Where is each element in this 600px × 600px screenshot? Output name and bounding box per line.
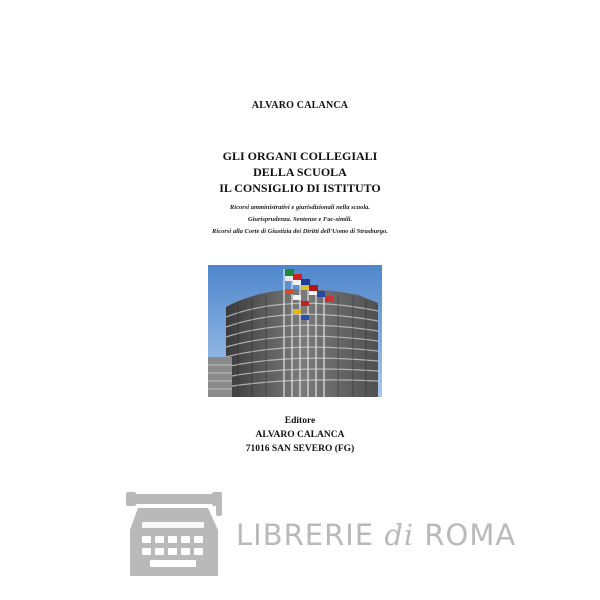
title-line-1: GLI ORGANI COLLEGIALI <box>222 149 378 163</box>
cover-photo <box>208 265 382 397</box>
publisher-name: ALVARO CALANCA <box>255 430 345 440</box>
author-name: ALVARO CALANCA <box>251 100 349 111</box>
watermark-word-roma: ROMA <box>424 518 517 552</box>
book-title <box>0 148 600 196</box>
typewriter-icon <box>120 490 225 580</box>
subtitle-line-3: Ricorsi alla Corte di Giustizia dei Diritti dell'Uomo di Strasburgo. <box>212 228 388 235</box>
watermark-text <box>236 518 516 552</box>
subtitle-line-1: Ricorsi amministrativi e giurisdizionali nella scuola. <box>229 204 371 211</box>
european-parliament-building-icon <box>208 265 382 397</box>
title-line-2: DELLA SCUOLA <box>253 165 347 179</box>
subtitle-line-2: Giurisprudenza. Sentenze e Fac-simili. <box>247 216 353 223</box>
book-subtitle <box>0 202 600 238</box>
watermark-word-librerie: LIBRERIE <box>236 518 375 552</box>
publisher-block <box>0 414 600 456</box>
watermark-word-di: di <box>384 518 415 552</box>
librerie-di-roma-watermark <box>120 490 517 580</box>
publisher-address: 71016 SAN SEVERO (FG) <box>245 444 355 454</box>
title-line-3: IL CONSIGLIO DI ISTITUTO <box>219 181 381 195</box>
publisher-label: Editore <box>284 416 316 426</box>
